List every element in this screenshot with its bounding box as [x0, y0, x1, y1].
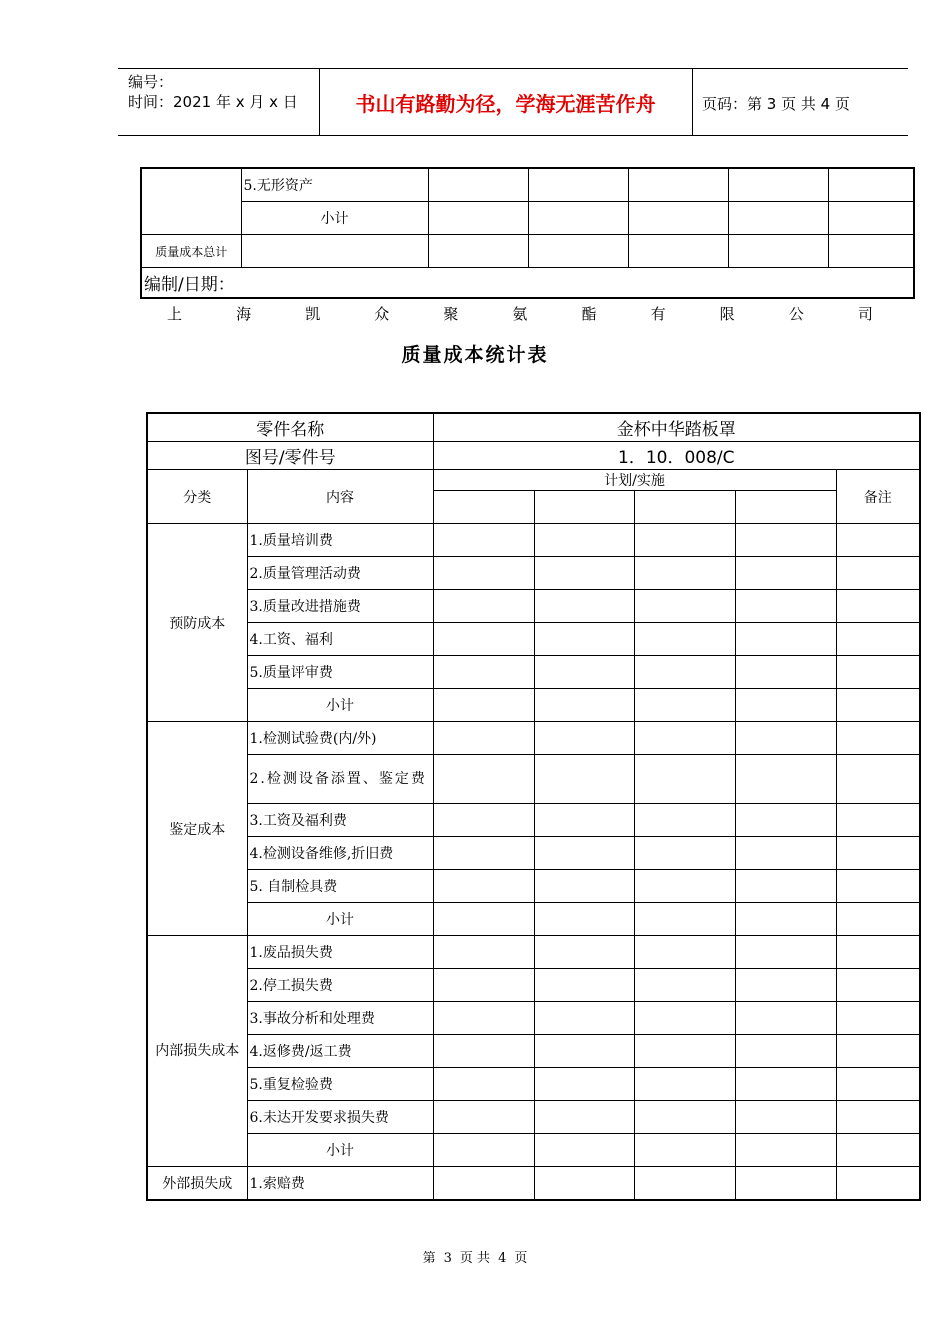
company-char: 氨 [512, 305, 528, 323]
part-name-label: 零件名称 [147, 413, 433, 442]
subtotal-label: 小计 [241, 202, 428, 235]
table-row [147, 870, 920, 903]
item-label: 3.工资及福利费 [247, 804, 433, 837]
company-char: 上 [167, 305, 183, 323]
table-row [147, 1101, 920, 1134]
table-row [147, 1167, 920, 1201]
table-row [147, 903, 920, 936]
footer-current-page: 3 [443, 1251, 452, 1266]
subtotal-label: 小计 [247, 689, 433, 722]
company-char: 聚 [443, 305, 459, 323]
part-name-value: 金杯中华踏板罩 [433, 413, 920, 442]
col-note: 备注 [836, 470, 920, 524]
item-label: 1.质量培训费 [247, 524, 433, 557]
item-label: 3.质量改进措施费 [247, 590, 433, 623]
number-label: 编号： [128, 73, 174, 91]
header-bottom-rule [118, 135, 908, 136]
footer-total-pages: 4 [498, 1251, 507, 1266]
company-char: 凯 [305, 305, 321, 323]
item-label: 2.停工损失费 [247, 969, 433, 1002]
table-row [147, 413, 920, 442]
footer-suffix: 页 [514, 1251, 528, 1266]
header-page-label: 页码：第 3 页 共 4 页 [702, 95, 850, 113]
table-row [147, 837, 920, 870]
company-char: 有 [650, 305, 666, 323]
item-label: 3.事故分析和处理费 [247, 1002, 433, 1035]
company-char: 海 [236, 305, 252, 323]
quality-cost-table [146, 412, 921, 1201]
category-internal: 内部损失成本 [147, 936, 247, 1167]
total-label: 质量成本总计 [141, 235, 241, 268]
item-label: 5.重复检验费 [247, 1068, 433, 1101]
item-label: 1.废品损失费 [247, 936, 433, 969]
company-char: 公 [788, 305, 804, 323]
header-motto: 书山有路勤为径，学海无涯苦作舟 [355, 92, 656, 116]
table-row [147, 755, 920, 804]
subtotal-label: 小计 [247, 903, 433, 936]
drawing-no-label: 图号/零件号 [147, 442, 433, 470]
company-char: 限 [719, 305, 735, 323]
category-external: 外部损失成 [147, 1167, 247, 1201]
category-prevention: 预防成本 [147, 524, 247, 722]
company-name [140, 303, 900, 324]
footer-prefix: 第 [422, 1251, 436, 1266]
table-row [141, 168, 914, 202]
table-row [147, 1002, 920, 1035]
item-label: 5. 自制检具费 [247, 870, 433, 903]
table-row [147, 470, 920, 491]
table-row [147, 1035, 920, 1068]
table-row [147, 1068, 920, 1101]
header-divider [692, 68, 693, 135]
table-row [147, 936, 920, 969]
item-label: 1.索赔费 [247, 1167, 433, 1201]
table-row [147, 623, 920, 656]
col-content: 内容 [247, 470, 433, 524]
table-row [141, 202, 914, 235]
time-label: 时间：2021 年 x 月 x 日 [128, 93, 298, 111]
header-meta [128, 72, 298, 112]
item-label: 5.质量评审费 [247, 656, 433, 689]
item-label: 1.检测试验费(内/外) [247, 722, 433, 755]
item-label: 4.工资、福利 [247, 623, 433, 656]
table-row [141, 235, 914, 268]
table-row [147, 442, 920, 470]
header-top-rule [118, 68, 908, 69]
table-row [147, 557, 920, 590]
item-label: 2.质量管理活动费 [247, 557, 433, 590]
col-plan: 计划/实施 [433, 470, 836, 491]
table-row [147, 804, 920, 837]
subtotal-label: 小计 [247, 1134, 433, 1167]
category-appraisal: 鉴定成本 [147, 722, 247, 936]
document-title: 质量成本统计表 [401, 344, 549, 366]
item-label: 2.检测设备添置、鉴定费 [247, 755, 433, 804]
row-label: 5.无形资产 [241, 168, 428, 202]
page-footer [0, 1247, 950, 1266]
editor-date-label: 编制/日期： [141, 268, 914, 299]
col-category: 分类 [147, 470, 247, 524]
table-row [147, 656, 920, 689]
company-char: 众 [374, 305, 390, 323]
company-char: 酯 [581, 305, 597, 323]
item-label: 4.返修费/返工费 [247, 1035, 433, 1068]
table-row [147, 689, 920, 722]
table-row [147, 969, 920, 1002]
table-cell [141, 168, 241, 235]
item-label: 6.未达开发要求损失费 [247, 1101, 433, 1134]
table-row [147, 722, 920, 755]
table-row [141, 268, 914, 299]
footer-mid: 页 共 [459, 1251, 491, 1266]
table-row [147, 590, 920, 623]
company-char: 司 [857, 305, 873, 323]
previous-table [140, 167, 915, 299]
item-label: 4.检测设备维修,折旧费 [247, 837, 433, 870]
table-row [147, 1134, 920, 1167]
drawing-no-value: 1．10．008/C [433, 442, 920, 470]
table-row [147, 524, 920, 557]
